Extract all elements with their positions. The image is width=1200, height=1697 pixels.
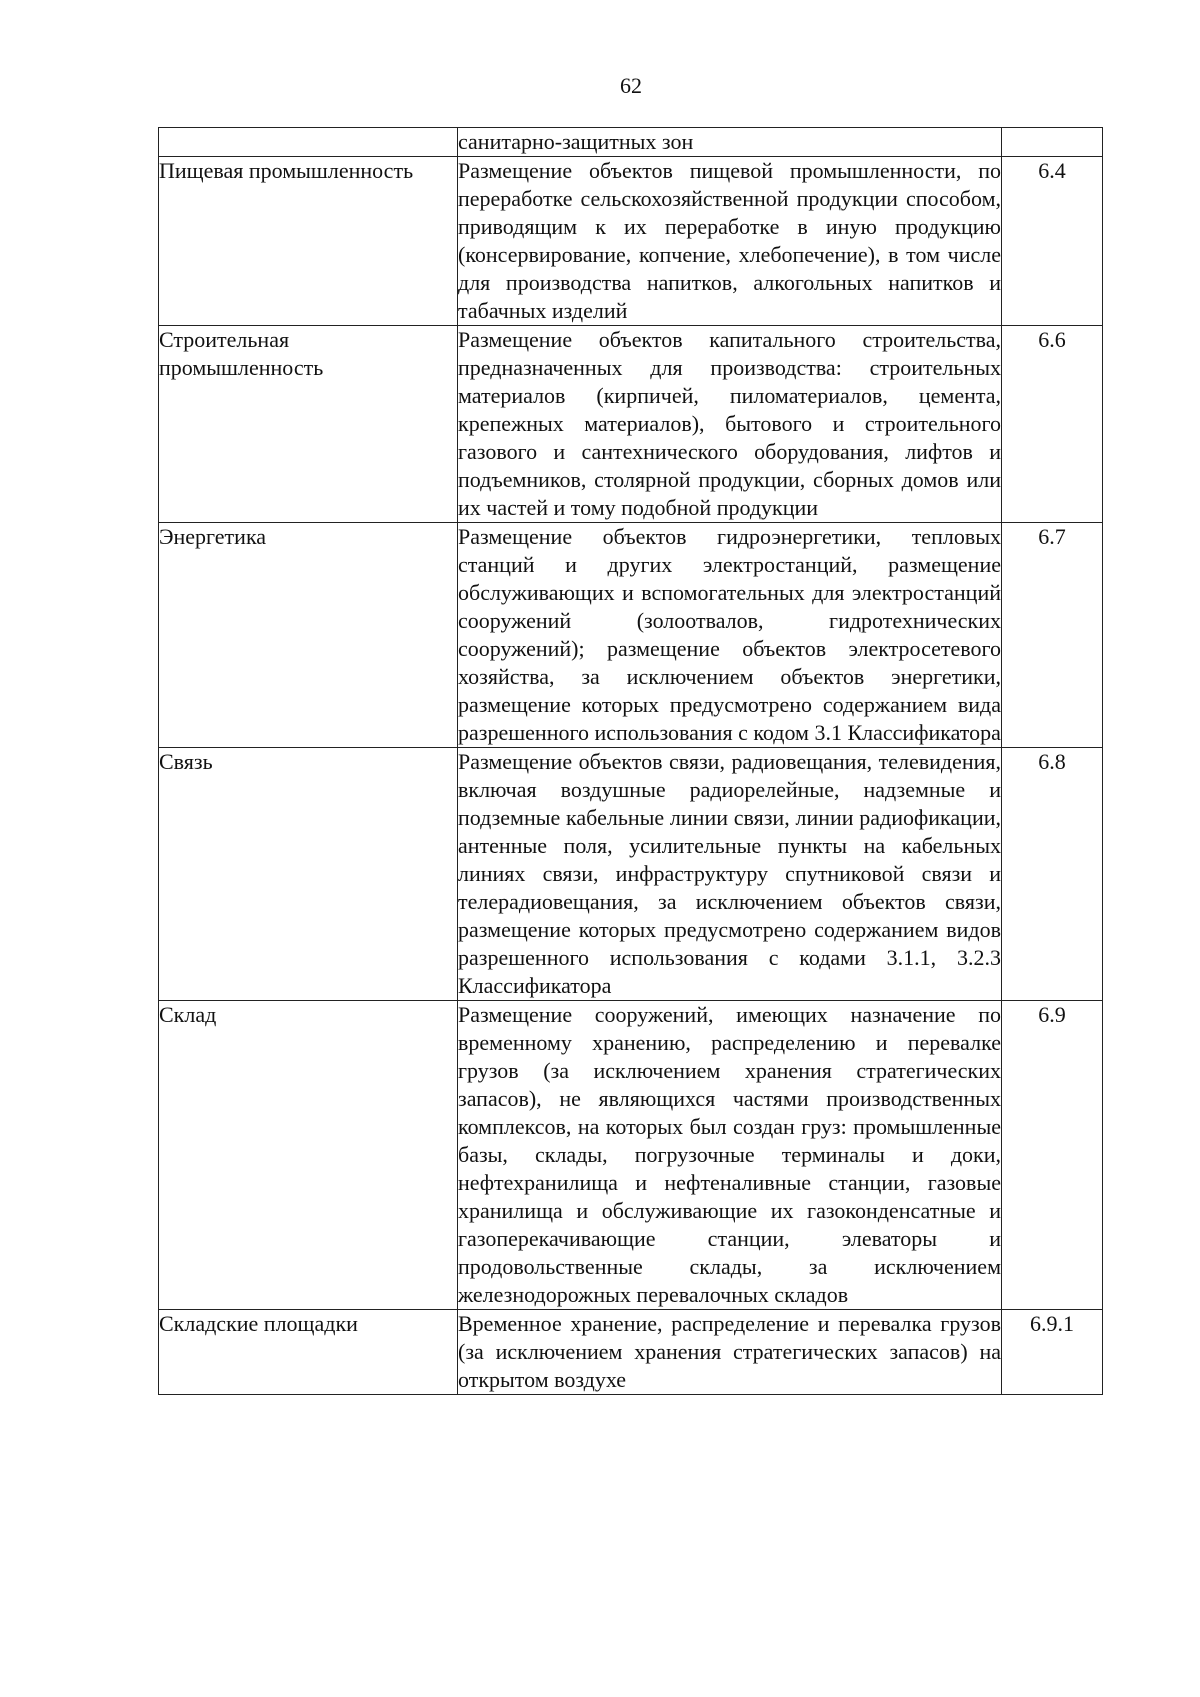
table-row <box>159 128 1103 157</box>
table-row <box>159 523 1103 748</box>
use-code-cell: 6.8 <box>1002 748 1103 1001</box>
use-description-cell: санитарно-защитных зон <box>458 128 1002 157</box>
page-number: 62 <box>620 73 642 98</box>
table-row <box>159 1310 1103 1395</box>
use-name-cell: Склад <box>159 1001 458 1310</box>
use-name-cell <box>159 128 458 157</box>
use-name-cell: Строительная промышленность <box>159 326 458 523</box>
use-description-cell: Размещение объектов капитального строительства, предназначенных для производства: строительных материалов (кирпичей, пиломатериалов, цемента, крепежных материалов), бытового и строительного газового и сантехнического оборудования, лифтов и подъемников, столярной продукции, сборных домов или их частей и тому подобной продукции <box>458 326 1002 523</box>
use-code-cell <box>1002 128 1103 157</box>
use-code-cell: 6.4 <box>1002 157 1103 326</box>
table-row <box>159 326 1103 523</box>
use-code-cell: 6.7 <box>1002 523 1103 748</box>
use-name-cell: Энергетика <box>159 523 458 748</box>
use-code-cell: 6.9.1 <box>1002 1310 1103 1395</box>
use-name-cell: Складские площадки <box>159 1310 458 1395</box>
use-code-cell: 6.9 <box>1002 1001 1103 1310</box>
use-description-cell: Размещение объектов гидроэнергетики, тепловых станций и других электростанций, размещение обслуживающих и вспомогательных для электростанций сооружений (золоотвалов, гидротехнических сооружений); размещение объектов электросетевого хозяйства, за исключением объектов энергетики, размещение которых предусмотрено содержанием вида разрешенного использования с кодом 3.1 Классификатора <box>458 523 1002 748</box>
use-description-cell: Размещение объектов пищевой промышленности, по переработке сельскохозяйственной продукции способом, приводящим к их переработке в иную продукцию (консервирование, копчение, хлебопечение), в том числе для производства напитков, алкогольных напитков и табачных изделий <box>458 157 1002 326</box>
use-name-cell: Пищевая промышленность <box>159 157 458 326</box>
use-description-cell: Размещение объектов связи, радиовещания, телевидения, включая воздушные радиорелейные, надземные и подземные кабельные линии связи, линии радиофикации, антенные поля, усилительные пункты на кабельных линиях связи, инфраструктуру спутниковой связи и телерадиовещания, за исключением объектов связи, размещение которых предусмотрено содержанием видов разрешенного использования с кодами 3.1.1, 3.2.3 Классификатора <box>458 748 1002 1001</box>
use-name-cell: Связь <box>159 748 458 1001</box>
use-description-cell: Временное хранение, распределение и перевалка грузов (за исключением хранения стратегических запасов) на открытом воздухе <box>458 1310 1002 1395</box>
use-code-cell: 6.6 <box>1002 326 1103 523</box>
land-use-table <box>158 127 1103 1395</box>
table-row <box>159 748 1103 1001</box>
table-row <box>159 157 1103 326</box>
table-row <box>159 1001 1103 1310</box>
use-description-cell: Размещение сооружений, имеющих назначение по временному хранению, распределению и перевалке грузов (за исключением хранения стратегических запасов), не являющихся частями производственных комплексов, на которых был создан груз: промышленные базы, склады, погрузочные терминалы и доки, нефтехранилища и нефтеналивные станции, газовые хранилища и обслуживающие их газоконденсатные и газоперекачивающие станции, элеваторы и продовольственные склады, за исключением железнодорожных перевалочных складов <box>458 1001 1002 1310</box>
